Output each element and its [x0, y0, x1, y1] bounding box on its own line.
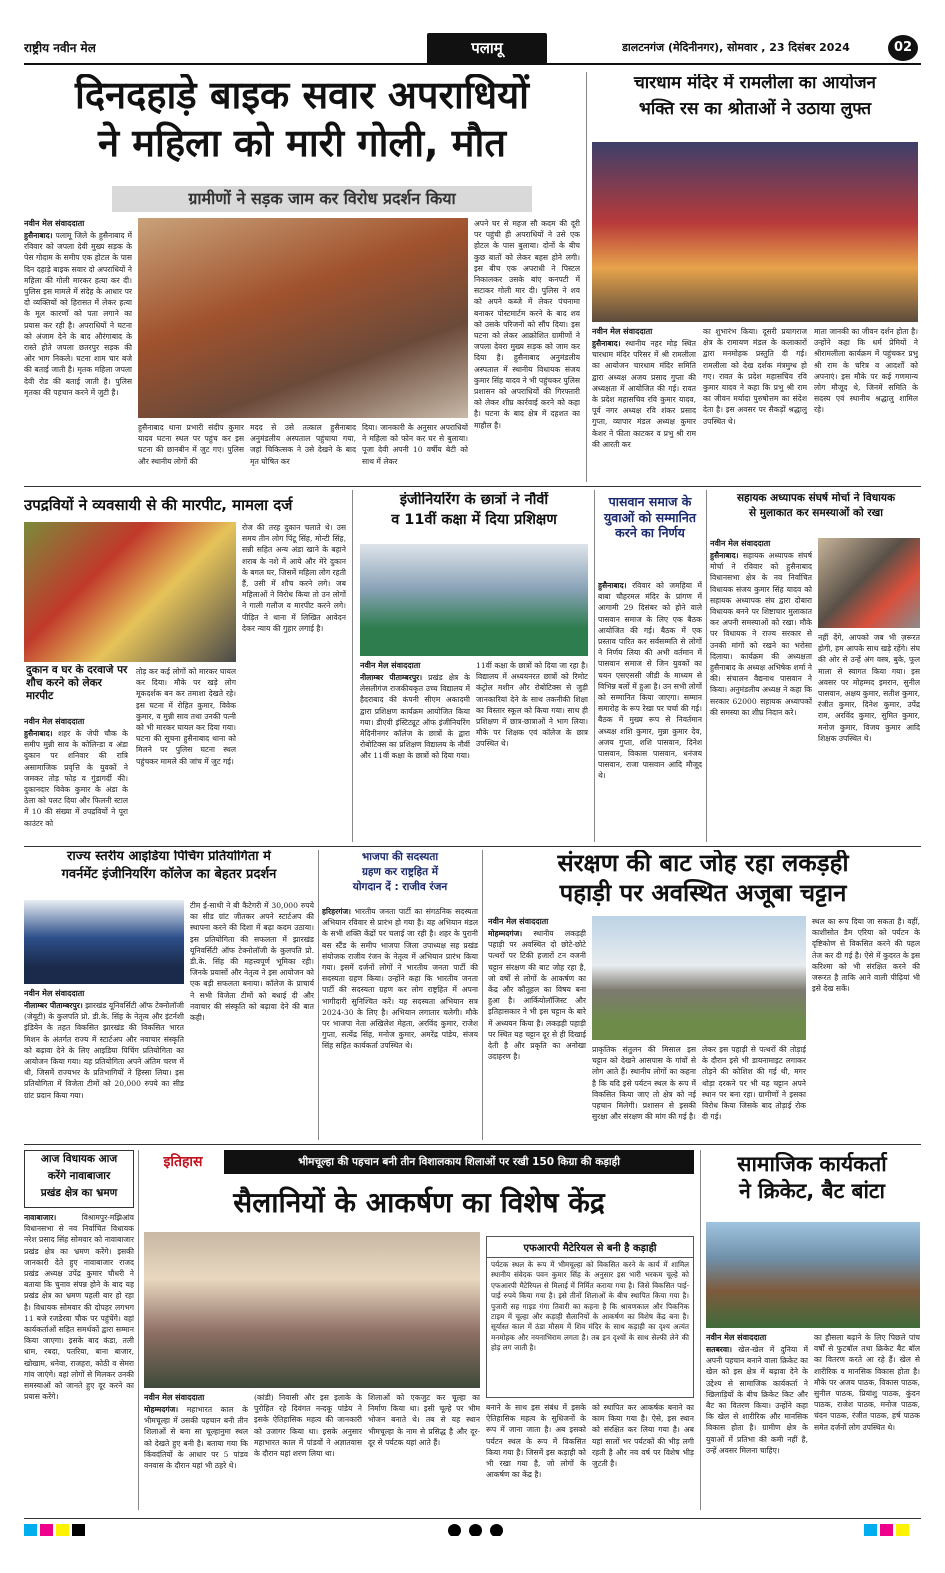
color-swatches-left [24, 1522, 88, 1536]
ramlila-headline-line1: चारधाम मंदिर में रामलीला का आयोजन [633, 74, 876, 93]
assault-byline: नवीन मेल संवाददाता [24, 717, 85, 726]
section-tab [427, 33, 547, 63]
registration-marks [444, 1522, 507, 1536]
bhimchulha-box-title: एफआरपी मैटेरियल से बनी है कड़ाही [487, 1237, 693, 1258]
teachers-dateline: हुसैनाबाद। [710, 551, 739, 560]
divider [700, 1150, 701, 1510]
rock-byline: नवीन मेल संवाददाता [488, 917, 549, 926]
teachers-col1-text: सहायक अध्यापक संघर्ष मोर्चा ने रविवार को हुसैनाबाद विधानसभा क्षेत्र के नव निर्वाचित विधायक संजय कुमार सिंह यादव को सहायक अध्यापक संघ द्वारा दोबारा विधायक बनने पर शिष्टाचार मुलाकात कर अपनी समस्याओं को रखा। मौके पर विधायक ने राज्य सरकार से उनकी मांगों को रखने का भरोसा दिलाया। कार्यक्रम की अध्यक्षता हुसैनाबाद के अध्यक्ष अभिषेक शर्मा ने की। संचालन वैद्यनाथ पासवान ने किया। अनुमंडलीय अध्यक्ष ने कहा कि सरकार 62000 सहायक अध्यापकों की समस्या का शीघ्र निदान करे। [710, 551, 812, 717]
swatch [24, 1524, 37, 1536]
engineering-headline-line1: इंजीनियरिंग के छात्रों ने नौवीं [399, 492, 549, 508]
lead-byline: नवीन मेल संवाददाता [24, 219, 85, 228]
teachers-col2: नहीं देंगे, आपको जब भी ज़रूरत होगी, हम आपके साथ खड़े रहेंगे। संघ की ओर से उन्हें अंग वस्त्र, बुके, फूल माला से स्वागत किया गया। इस अवसर पर मोहम्मद इमरान, सुनील पासवान, अक्षय कुमार, सतीश कुमार, रंजीत कुमार, दिनेश कुमार, उपेंद्र राम, अरविंद कुमार, सुमित कुमार, मनोज कुमार, विजय कुमार आदि शिक्षक उपस्थित थे। [818, 633, 920, 743]
engineering-headline-line2: व 11वीं कक्षा में दिया प्रशिक्षण [391, 511, 557, 528]
teachers-byline: नवीन मेल संवाददाता [710, 539, 771, 548]
masthead: राष्ट्रीय नवीन मेल [24, 41, 96, 55]
mla-visit-headline-line3: प्रखंड क्षेत्र का भ्रमण [40, 1187, 118, 1199]
lead-subhead-text: ग्रामीणों ने सड़क जाम कर विरोध प्रदर्शन किया [188, 189, 456, 208]
footer-bar [24, 1518, 921, 1536]
bhimchulha-info-box [486, 1236, 694, 1398]
pitching-photo [24, 900, 184, 984]
cricket-byline: नवीन मेल संवाददाता [706, 1333, 767, 1342]
engineering-dateline: नीलाम्बर पीताम्बरपुर। [360, 673, 423, 682]
swatch [896, 1524, 909, 1536]
pitching-headline [24, 850, 314, 896]
divider [138, 1150, 139, 1510]
registration-mark-icon [469, 1524, 482, 1536]
divider [482, 850, 483, 1140]
lead-dateline: हुसैनाबाद। [24, 231, 53, 240]
rock-col3: लेकर इस पहाड़ी से पत्थरों की तोड़ाई के दौरान इसे भी डायनामाइट लगाकर तोड़ने की कोशिश की गई थी, मगर थोड़ा दरकने पर भी यह चट्टान अपने स्थान पर बना रहा। ग्रामीणों ने इसका विरोध किया जिसके बाद तोड़ाई रोक दी गई। [702, 1045, 806, 1122]
lead-headline-line1: दिनदहाड़े बाइक सवार अपराधियों [74, 74, 529, 117]
divider [318, 850, 319, 1140]
cricket-dateline: सतबरवा। [706, 1345, 732, 1354]
pitching-headline-line2: गवर्नमेंट इंजीनियरिंग कॉलेज का बेहतर प्रदर्शन [61, 866, 277, 882]
engineering-col1 [360, 660, 470, 842]
ramlila-col1 [592, 326, 696, 482]
swatch [40, 1524, 53, 1536]
bjp-body-text: भारतीय जनता पार्टी का संगठनिक सदस्यता अभियान रविवार से प्रारंभ हो गया है। यह अभियान मंडल के सभी शक्ति केंद्रों पर चलाई जा रही है। शहर के पुरानी बस स्टैंड के समीप भाजपा जिला उपाध्यक्ष सह प्रखंड संयोजक राजीव रंजन के नेतृत्व में अभियान प्रारंभ किया गया। इसमें दर्जनों लोगों ने भारतीय जनता पार्टी की सदस्यता ग्रहण किया। उन्होंने कहा कि भारतीय जनता पार्टी की सदस्यता ग्रहण कर लोग राष्ट्रहित में अपना भागीदारी सुनिश्चित करें। यह सदस्यता अभियान सत्र 2024-30 के लिए है। अभियान लगातार चलेगी। मौके पर भाजपा नेता अखिलेश मेहता, अरविंद कुमार, राजेश गुप्ता, सत्येंद्र सिंह, मनोज कुमार, अमरेंद्र पांडेय, संजय सिंह सहित कार्यकर्ता उपस्थित थे। [322, 907, 478, 1051]
color-swatches-right [864, 1522, 912, 1536]
teachers-headline [710, 492, 922, 536]
pitching-col2: टीम ई-साथी ने बी कैटेगरी में 30,000 रुपये का सीड ग्रांट जीतकर अपने स्टार्टअप की स्थापना करने की दिशा में बढ़ा कदम उठाया। इस प्रतियोगिता की सफलता में झारखंड यूनिवर्सिटी ऑफ टेक्नोलॉजी के कुलपति प्रो. डी.के. सिंह की महत्त्वपूर्ण भूमिका रही। जिनके प्रयासों और नेतृत्व ने इस आयोजन को एक बड़ी सफलता बनाया। कॉलेज के प्राचार्य ने सभी विजेता टीमों को बधाई दी और नवाचार की संस्कृति को बढ़ावा देने की बात कही। [190, 901, 314, 1023]
lead-col1 [24, 218, 132, 483]
pitching-col1 [24, 988, 184, 1138]
assault-photo-caption: दुकान व घर के दरवाजे पर शौच करने को लेकर मारपीट [26, 664, 128, 702]
rock-dateline: मोहम्मदगंज। [488, 929, 523, 938]
mla-visit-headline [24, 1150, 134, 1208]
paswan-headline: पासवान समाज के युवाओं को सम्मानित करने का निर्णय [604, 494, 696, 540]
cricket-col2: का हौसला बढ़ाने के लिए पिछले पांच वर्षों से फुटबॉल तथा क्रिकेट बैट बॉल का वितरण करते आ रहे हैं। खेल से शारीरिक व मानसिक विकास होता है। मौके पर अजय पाठक, विकास पाठक, सुनील पाठक, प्रियांशु पाठक, कुंदन पाठक, राजेश पाठक, मनोज पाठक, चंदन पाठक, रंजीत पाठक, हर्ष पाठक समेत दर्जनों लोग उपस्थित थे। [814, 1333, 920, 1432]
cricket-headline [704, 1152, 920, 1218]
bhimchulha-col3: शिलाओं को एकजुट कर चूल्हा का निर्माण किया था। इसी चूल्हे पर भीम भोजन बनाते थे। तब से यह स्थान भीमचूल्हा के नाम से प्रसिद्ध है और दूर-दूर से पर्यटक यहां आते हैं। [368, 1393, 480, 1447]
bjp-headline-line3: योगदान दें : राजीव रंजन [352, 881, 448, 893]
swatch [72, 1524, 85, 1536]
bjp-headline [322, 850, 478, 904]
bhimchulha-col1-text: महाभारत काल के भीमचूल्हा में उसकी पहचान बनी तीन शिलाओं से बना सा चूल्हानुमा स्थल को देखते हुए बनी है। बताया गया कि किंवदंतियों के आधार पर 5 पांडव वनवास के दौरान यहां भी ठहरे थे। [144, 1405, 248, 1471]
bhimchulha-byline: नवीन मेल संवाददाता [144, 1393, 205, 1402]
page-header [24, 33, 921, 65]
swatch [864, 1524, 877, 1536]
rock-col2: प्राकृतिक संतुलन की मिसाल इस चट्टान को देखने आसपास के गांवों से लोग आते हैं। स्थानीय लोगों का कहना है कि यदि इसे पर्यटन स्थल के रूप में विकसित किया जाए तो क्षेत्र को नई पहचान मिलेगी। प्रशासन से इसकी सुरक्षा और संरक्षण की मांग की गई है। [592, 1045, 696, 1122]
lead-col5: अपने घर से महज सौ कदम की दूरी पर पहुंची ही अपराधियों ने उसे एक होटल के पास बुलाया। दोनों के बीच कुछ बातों को लेकर बहस होने लगी। इस बीच एक अपराधी ने पिस्टल निकालकर उसके बांए कनपटी में सटाकर गोली मार दी। पुलिस ने शव को अपने कब्जे में लेकर पंचनामा बनाकर पोस्टमार्टम करने के बाद शव को उसके परिजनों को सौंप दिया। इस घटना को लेकर आक्रोशित ग्रामीणों ने जपला देवरा मुख्य सड़क को जाम कर दिया है। हुसैनाबाद अनुमंडलीय अस्पताल में स्थानीय विधायक संजय कुमार सिंह यादव ने भी पहुंचकर पुलिस प्रशासन को अपराधियों की गिरफ्तारी को लेकर शीघ्र कार्रवाई करने को कहा है। घटना के बाद क्षेत्र में दहशत का माहौल है। [474, 219, 580, 430]
bjp-headline-line2: ग्रहण कर राष्ट्रहित में [361, 866, 439, 878]
bhimchulha-kicker [224, 1150, 694, 1174]
ramlila-headline [590, 74, 920, 136]
mla-visit-dateline: नावाबाजार। [24, 1213, 57, 1222]
pitching-byline: नवीन मेल संवाददाता [24, 989, 85, 998]
divider [706, 490, 707, 842]
lead-headline-line2: ने महिला को मारी गोली, मौत [97, 120, 507, 165]
mla-visit-headline-line2: करेंगे नावाबाजार [47, 1170, 111, 1182]
rock-headline [486, 850, 920, 914]
divider [594, 490, 595, 842]
ramlila-dateline: हुसैनाबाद। [592, 339, 621, 348]
mla-visit-headline-line1: आज विधायक आज [40, 1153, 118, 1165]
paswan-dateline: हुसैनाबाद। [598, 581, 627, 590]
lead-col4: दिया। जानकारी के अनुसार अपराधियों ने महिला को फोन कर घर से बुलाया। पूजा देवी अपनी 10 वर्षीय बेटी को साथ में लेकर [362, 423, 468, 466]
bjp-body [322, 906, 478, 1138]
bhimchulha-col1 [144, 1392, 248, 1508]
registration-mark-icon [448, 1524, 461, 1536]
bhimchulha-photo [144, 1232, 480, 1388]
rock-headline-line2: पहाड़ी पर अवस्थित अजूबा चट्टान [559, 878, 847, 907]
bhimchulha-col4: बनाने के साथ इस संबंध में इसके ऐतिहासिक महत्व के सुधिजनों के रूप में जाना जाता है। अब इसको पर्यटन स्थल के रूप में विकसित किया गया है। जिसमें इस कड़ाही को भी रखा गया है, जो लोगों के आकर्षण का केंद्र है। [486, 1403, 586, 1480]
assault-col2: तोड़ कर कई लोगों को मारकर घायल कर दिया। मौके पर खड़े लोग मूकदर्शक बन कर तमाशा देखते रहे। इस घटना में रोहित कुमार, विवेक कुमार, व मुन्नी साव तथा उनकी पत्नी को भी मारकर घायल कर दिया गया। घटना की सूचना हुसैनाबाद थाना को मिलने पर पुलिस घटना स्थल पहुंचकर मामले की जांच में जुट गई। [136, 667, 236, 766]
bjp-dateline: हरिहरगंज। [322, 907, 352, 916]
engineering-photo [360, 544, 588, 656]
paswan-body [598, 580, 702, 842]
divider [24, 846, 921, 847]
teachers-headline-line1: सहायक अध्यापक संघर्ष मोर्चा ने विधायक [736, 492, 896, 504]
engineering-byline: नवीन मेल संवाददाता [360, 661, 421, 670]
divider [24, 1144, 921, 1145]
pitching-headline-line1: राज्य स्तरीय आइडिया पिचिंग प्रतियोगिता में [67, 850, 271, 864]
bjp-headline-line1: भाजपा की सदस्यता [361, 851, 439, 863]
rock-col4: स्थल का रूप दिया जा सकता है। वहीं, काशीसोत डैम एरिया को पर्यटन के दृष्टिकोण से विकसित करने की पहल तेज कर दी गई है। ऐसे में कुदरत के इस करिश्मा को भी संरक्षित करने की जरूरत है ताकि आने वाली पीढ़ियां भी इसे देख सकें। [812, 917, 920, 994]
assault-col3: रोज की तरह दुकान चलाते थे। उस समय तीन लोग पिंटू सिंह, मोन्टी सिंह, सन्नी सहित अन्य अंडा खाने के बहाने शराब के नशे में आये और मेरे दुकान के बगल घर, जिसमें महिला लोग रहती हैं, उसी में शौच करने लगे। जब महिलाओं ने विरोध किया तो उन लोगों ने गाली गलौज व मारपीट करने लगे। पीड़ित ने थाना में लिखित आवेदन देकर न्याय की गुहार लगाई है। [242, 523, 346, 633]
ramlila-col3: माता जानकी का जीवन दर्शन होता है। उन्होंने कहा कि धर्म प्रेमियों ने श्रीरामलीला कार्यक्रम में पहुंचकर प्रभु श्री राम के चरित्र व आदर्शों को अपनाएं। इस मौके पर कई गणमान्य लोग मौजूद थे, जिनमें समिति के सदस्य एवं स्थानीय श्रद्धालु शामिल रहे। [814, 327, 918, 415]
assault-photo [24, 522, 236, 662]
engineering-headline [358, 492, 590, 542]
divider [586, 72, 587, 482]
cricket-headline-line2: ने क्रिकेट, बैट बांटा [739, 1179, 885, 1204]
header-dateline: डालटनगंज (मेदिनीनगर), सोमवार , 23 दिसंबर 2024 [622, 41, 850, 54]
assault-headline: उपद्रवियों ने व्यवसायी से की मारपीट, मामला दर्ज [24, 496, 293, 514]
bhimchulha-kicker-text: भीमचूल्हा की पहचान बनी तीन विशालकाय शिलाओं पर रखी 150 किग्रा की कड़ाही [298, 1156, 620, 1168]
cricket-headline-line1: सामाजिक कार्यकर्ता [737, 1152, 887, 1176]
engineering-col2: 11वीं कक्षा के छात्रों को दिया जा रहा है। विद्यालय में अध्ययनरत छात्रों को रिमोट कंट्रोल मशीन और रोबोटिक्स से जुड़ी जानकारियां देने के साथ तकनीकी शिक्षा का विस्तार स्कूल को किया गया। साथ ही प्रशिक्षण में छात्र-छात्राओं ने भाग लिया। मौके पर शिक्षक एवं कॉलेज के छात्र उपस्थित थे। [476, 661, 588, 749]
engineering-col1-text: प्रखंड क्षेत्र के लेसलीगंज राजकीयकृत उच्च विद्यालय में हैदराबाद की कंपनी सीएम अकादमी द्वारा प्रशिक्षण कार्यक्रम आयोजित किया गया। डीएवी इंस्टिट्यूट ऑफ इंजीनियरिंग मेदिनीनगर कॉलेज के छात्रों के द्वारा रोबोटिक्स का प्रशिक्षण विद्यालय के नौवीं और 11वीं कक्षा के छात्रों को दिया गया। [360, 673, 470, 761]
rock-headline-line1: संरक्षण की बाट जोह रहा लकड़ही [557, 850, 849, 877]
teachers-col1 [710, 538, 812, 842]
section-title: पलामू [471, 39, 503, 57]
teachers-headline-line2: से मुलाकात कर समस्याओं को रखा [748, 507, 883, 520]
page-number: 02 [888, 35, 918, 61]
assault-col1-text: शहर के जेपी चौक के समीप मुन्नी साव के कोलिन्डा व अंडा दुकान पर शनिवार की रात्रि असामाजिक प्रवृत्ति के युवकों ने जमकर तोड़ फोड़ व गुंडागर्दी की। दुकानदार विवेक कुमार के अंडा के ठेला को पलट दिया और फिलनी स्टाल में 10 की संख्या में उपद्रवियों ने पूरा काउंटर को [24, 729, 128, 828]
ramlila-col1-text: स्थानीय नहर मोड़ स्थित चारधाम मंदिर परिसर में श्री रामलीला का आयोजन चारधाम मंदिर समिति द्वारा अध्यक्ष अजय प्रसाद गुप्ता की अध्यक्षता में आयोजित की गई। रावत के प्रदेश महासचिव रवि कुमार यादव, पूर्व नगर अध्यक्ष रवि शंकर प्रसाद गुप्ता, व्यापार मंडल अध्यक्ष कुमार केशर ने फीता काटकर व प्रभु श्री राम की आरती कर [592, 339, 696, 449]
bhimchulha-col2: (कांडी) निवासी और इस इलाके के पुरोहित रहे दिवंगत नन्दकू पांडेय ने इसके ऐतिहासिक महत्व की जानकारी को उजागर किया था। इसके अनुसार महाभारत काल में पांडवों ने अज्ञातवास के दौरान यहां शरण लिया था। [254, 1393, 362, 1459]
bhimchulha-dateline: मोहम्मदगंज। [144, 1405, 179, 1414]
cricket-col1 [706, 1332, 808, 1508]
lead-col2: हुसैनाबाद थाना प्रभारी संदीप कुमार यादव घटना स्थल पर पहुंच कर इस घटना की छानबीन में जुट गए। पुलिस और स्थानीय लोगों की [138, 423, 244, 466]
swatch [880, 1524, 893, 1536]
paswan-body-text: रविवार को जमहिया में बाबा चौहरमल मंदिर के प्रांगण में आगामी 29 दिसंबर को होने वाले पासवान समाज के लिए एक बैठक आयोजित की गई। बैठक में एक प्रस्ताव पारित कर सर्वसम्मति से लोगों ने निर्णय लिया की अभी वर्तमान में पासवान समाज से जिन युवकों का चयन एसएससी जीडी के माध्यम से विभिन्न बलों में हुआ है। उन सभी लोगों को सम्मानित किया जाएगा। सम्मान समारोह के रूप रेखा पर चर्चा की गई। बैठक में मुख्य रूप से निवर्तमान अध्यक्ष शशि कुमार, मुन्ना कुमार देव, अजय गुप्ता, शशि पासवान, दिनेश पासवान, विकास पासवान, धनंजय पासवान, राजा पासवान आदि मौजूद थे। [598, 581, 702, 781]
lead-col3: मदद से उसे तत्काल हुसैनाबाद अनुमंडलीय अस्पताल पहुंचाया गया, जहां चिकित्सक ने उसे देखने के बाद मृत घोषित कर [250, 423, 356, 466]
mla-visit-body-text: विश्रामपुर-मझिआंव विधानसभा से नव निर्वाचित विधायक नरेश प्रसाद सिंह सोमवार को नावाबाजार प्रखंड क्षेत्र का भ्रमण करेंगे। इसकी जानकारी देते हुए नावाबाजार राजद प्रखंड अध्यक्ष उपेंद्र कुमार चौधरी ने बताया कि चुनाव संपन्न होने के बाद यह प्रखंड क्षेत्र का भ्रमण पहली बार हो रहा है। विधायक सोमवार की दोपहर लगभग 11 बजे रजडेरवा चौक पर पहुंचेंगे। वहां कार्यकर्ताओं सहित समर्थकों द्वारा सम्मान किया जाएगा। इसके बाद कंडा, तली धाम, रबदा, पतरिया, बाना बाजार, खोखाम, धनेवा, राजहरा, कोठी व सेमरा गांव जाएंगे। वहां लोगों से मिलकर उनकी समस्याओं को जानते हुए दूर करने का प्रयास करेंगे। [24, 1213, 134, 1402]
ramlila-photo [592, 142, 918, 322]
lead-headline [22, 74, 582, 184]
lead-col1-text: पलामू जिले के हुसैनाबाद में रविवार को जपला देवी मुख्य सड़क के पेस गोदाम के समीप एक होटल के पास दिन दहाड़े बाइक सवार दो अपराधियों ने महिला की गोली मारकर हत्या कर दी। पुलिस इस मामले में संदेह के आधार पर दो व्यक्तियों को हिरासत में लेकर हत्या के मूल कारणों को पता लगाने का प्रयास कर रही है। अपराधियों ने घटना को अंजाम देने के बाद औरंगाबाद के रास्ते होते जपला छतरपुर सड़क की ओर भाग निकले। घटना शाम चार बजे की बताई जाती है। मृतक महिला जपला देवी रोड की बताई जाती है। पुलिस मृतका की पहचान करने में जुटी है। [24, 231, 132, 397]
cricket-photo [706, 1222, 920, 1328]
assault-dateline: हुसैनाबाद। [24, 729, 53, 738]
bhimchulha-headline: सैलानियों के आकर्षण का विशेष केंद्र [233, 1186, 605, 1219]
swatch [56, 1524, 69, 1536]
lead-photo [138, 218, 468, 418]
ramlila-byline: नवीन मेल संवाददाता [592, 327, 653, 336]
assault-col1 [24, 716, 128, 842]
teachers-photo [818, 538, 920, 628]
bhimchulha-col5: को स्थापित कर आकर्षक बनाने का काम किया गया है। ऐसे, इस स्थान को संरक्षित कर लिया गया है। अब यहां सालों भर पर्यटकों की भीड़ लगी रहती है और नव वर्ष पर विशेष भीड़ जुटती है। [592, 1403, 694, 1469]
lead-subhead [112, 186, 532, 212]
divider [24, 486, 921, 487]
rock-photo [592, 916, 806, 1040]
cricket-col1-text: खेल-खेल में दुनिया में अपनी पहचान बनाने वाला क्रिकेट का खेल को इस क्षेत्र में बढ़ावा देने के उद्देश्य से सामाजिक कार्यकर्ता ने खिलाड़ियों के बीच क्रिकेट किट और बैट का वितरण किया। उन्होंने कहा कि खेल से शारीरिक और मानसिक विकास होता है। ग्रामीण क्षेत्र के युवाओं में प्रतिभा की कमी नहीं है, उन्हें अवसर मिलना चाहिए। [706, 1345, 808, 1455]
mla-visit-body [24, 1212, 134, 1508]
rock-col1-text: स्थानीय लकड़ही पहाड़ी पर अवस्थित दो छोटे-छोटे पत्थरों पर टिकी हजारों टन वजनी चट्टान संरक्षण की बाट जोह रहा है, जो वर्षों से लोगों के आकर्षण का केंद्र और कौतूहल का विषय बना हुआ है। आर्कियोलॉजिस्ट और इतिहासकार ने भी इस चट्टान के बारे में अध्ययन किया है। लकड़ही पहाड़ी पर स्थित यह चट्टान दूर से ही दिखाई देती है और प्रकृति का अनोखा उदाहरण है। [488, 929, 586, 1062]
pitching-col1-text: झारखंड यूनिवर्सिटी ऑफ टेक्नोलॉजी (जेयूटी) के कुलपति प्रो. डी.के. सिंह के नेतृत्व और इंटर्नशी इंडियेन के तहत विकसित झारखंड की विकसित भारत मिशन के अंतर्गत राज्य में स्टार्टअप और नवाचार संस्कृति को बढ़ावा देने के लिए आइडिया पिचिंग प्रतियोगिता का आयोजन किया गया। यह प्रतियोगिता अपने अंतिम चरण में थी, जिसमें राज्यभर के प्रतिभागियों ने हिस्सा लिया। इस प्रतियोगिता में विजेता टीमों को 20,000 रुपये का सीड ग्रांट प्रदान किया गया। [24, 1001, 184, 1100]
divider [352, 490, 353, 842]
bhimchulha-section-tag: इतिहास [163, 1154, 203, 1170]
ramlila-col2: का शुभारंभ किया। दूसरी प्रयागराज क्षेत्र के रामायण मंडल के कलाकारों द्वारा मनमोहक प्रस्तुति दी गई। रामलीला को देख दर्शक मंत्रमुग्ध हो गए। रावत के प्रदेश महासचिव रवि कुमार यादव ने कहा कि प्रभु श्री राम का जीवन मर्यादा पुरुषोत्तम का संदेश देता है। इस अवसर पर सैकड़ों श्रद्धालु उपस्थित थे। [703, 327, 807, 426]
ramlila-headline-line2: भक्ति रस का श्रोताओं ने उठाया लुफ्त [638, 98, 872, 119]
rock-col1 [488, 916, 586, 1138]
pitching-dateline: नीलाम्बर पीताम्बरपुर। [24, 1001, 83, 1010]
registration-mark-icon [490, 1524, 503, 1536]
bhimchulha-box-body: पर्यटक स्थल के रूप में भीमचूल्हा को विकसित करने के कार्य में शामिल स्थानीय संवेदक पवन कुमार सिंह के अनुसार इस भारी भरकम चूल्हे को एफआरपी मैटेरियल से मिलाई में निर्मित कराया गया है। जिसे विकसित पाई-पाई रुपये किया गया है। इसे तीनों शिलाओं के बीच स्थापित किया गया है। पुजारी सह गाइड गंगा तिवारी का कहना है कि श्रावणकाल और पिकनिक टाइम में चूल्हा और कड़ाही सैलानियों के आकर्षण का विशेष केंद्र बना है। सूर्यास्त काल में ठंडा मौसम में शिव मंदिर के साथ कड़ाही का दृश्य अत्यंत मनमोहक और नयनाभिराम लगता है। तब इन दृश्यों के साथ सेल्फी लेने की होड़ लग जाती है। [491, 1260, 689, 1353]
